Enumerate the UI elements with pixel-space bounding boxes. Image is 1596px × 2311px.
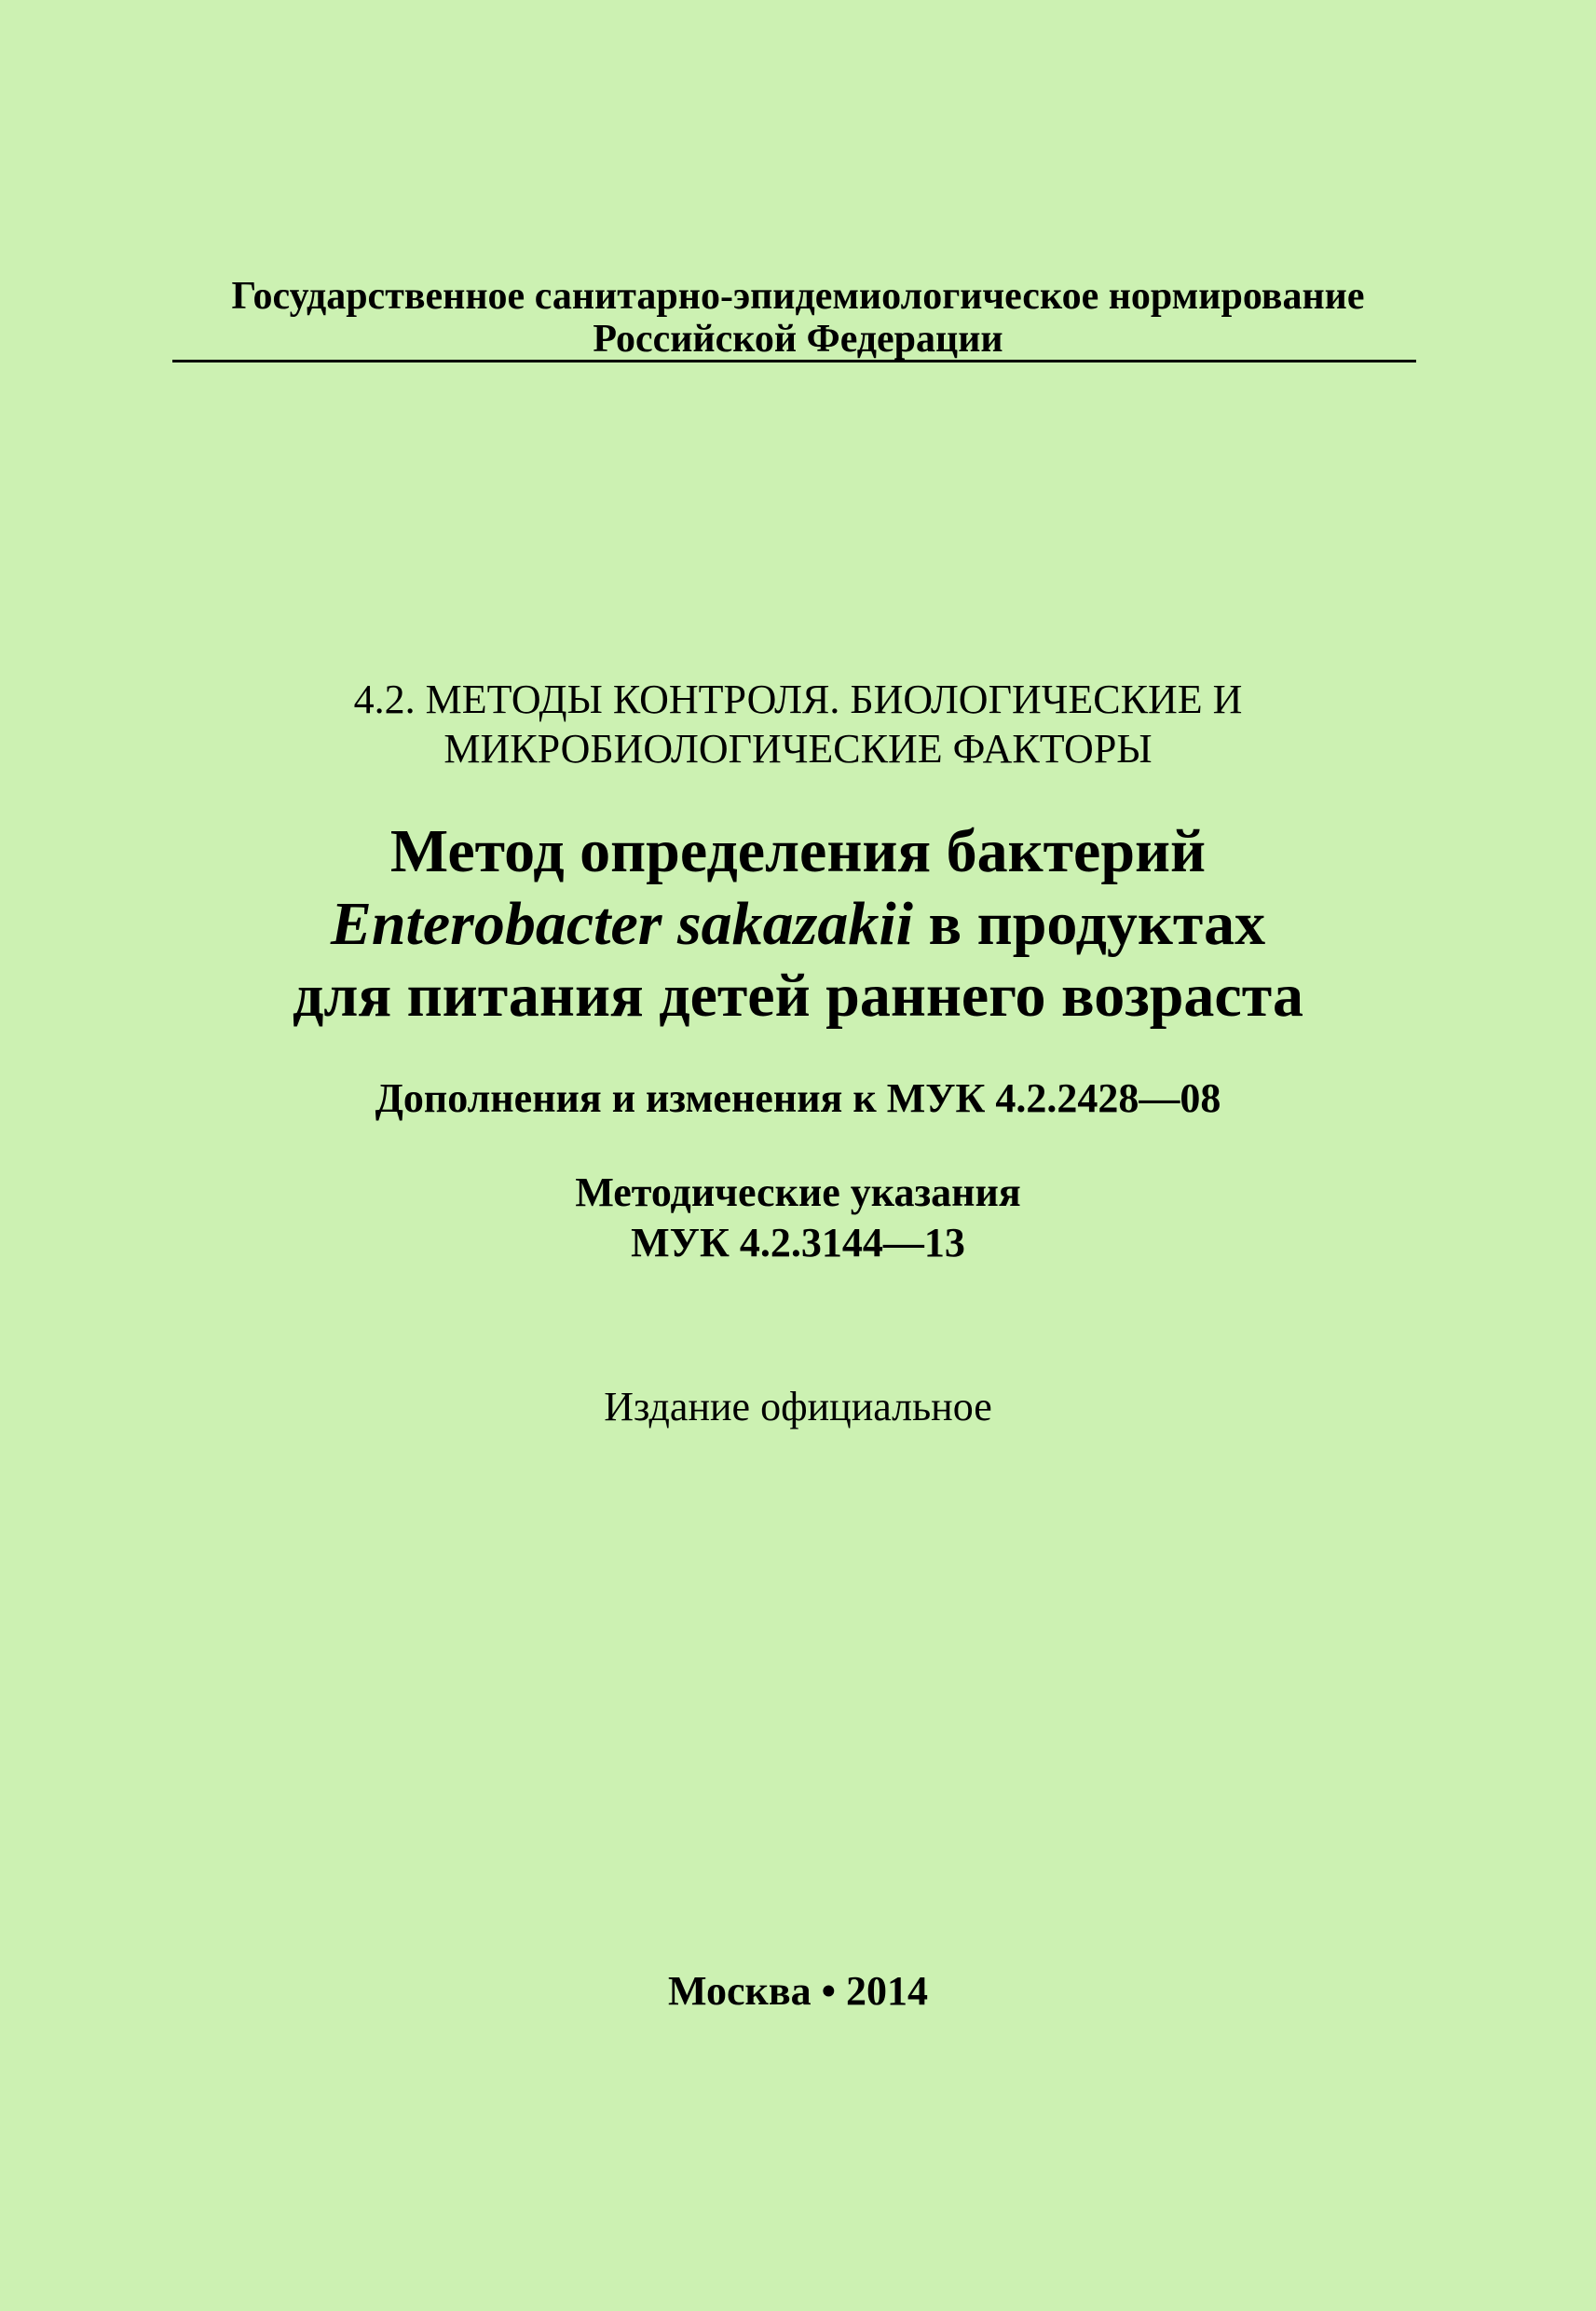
guidelines-label: Методические указания [575, 1169, 1021, 1215]
title-line-2 [0, 890, 1596, 958]
guidelines-code: МУК 4.2.3144—13 [631, 1220, 965, 1265]
edition-line: Издание официальное [604, 1384, 992, 1429]
title-organism-name: Enterobacter sakazakii [330, 890, 914, 958]
header-rule [172, 360, 1416, 362]
header-line-1: Государственное санитарно-эпидемиологическое нормирование [231, 275, 1365, 318]
section-line-1: 4.2. МЕТОДЫ КОНТРОЛЯ. БИОЛОГИЧЕСКИЕ И [353, 677, 1243, 722]
imprint-line: Москва • 2014 [668, 1968, 928, 2014]
section-line-2: МИКРОБИОЛОГИЧЕСКИЕ ФАКТОРЫ [443, 726, 1153, 772]
header-line-2: Российской Федерации [593, 318, 1003, 361]
title-line-1: Метод определения бактерий [389, 817, 1207, 885]
title-line-3: для питания детей раннего возраста [293, 962, 1303, 1030]
title-line-2-rest: в продуктах [913, 890, 1266, 958]
amendment-line: Дополнения и изменения к МУК 4.2.2428—08 [375, 1075, 1221, 1121]
